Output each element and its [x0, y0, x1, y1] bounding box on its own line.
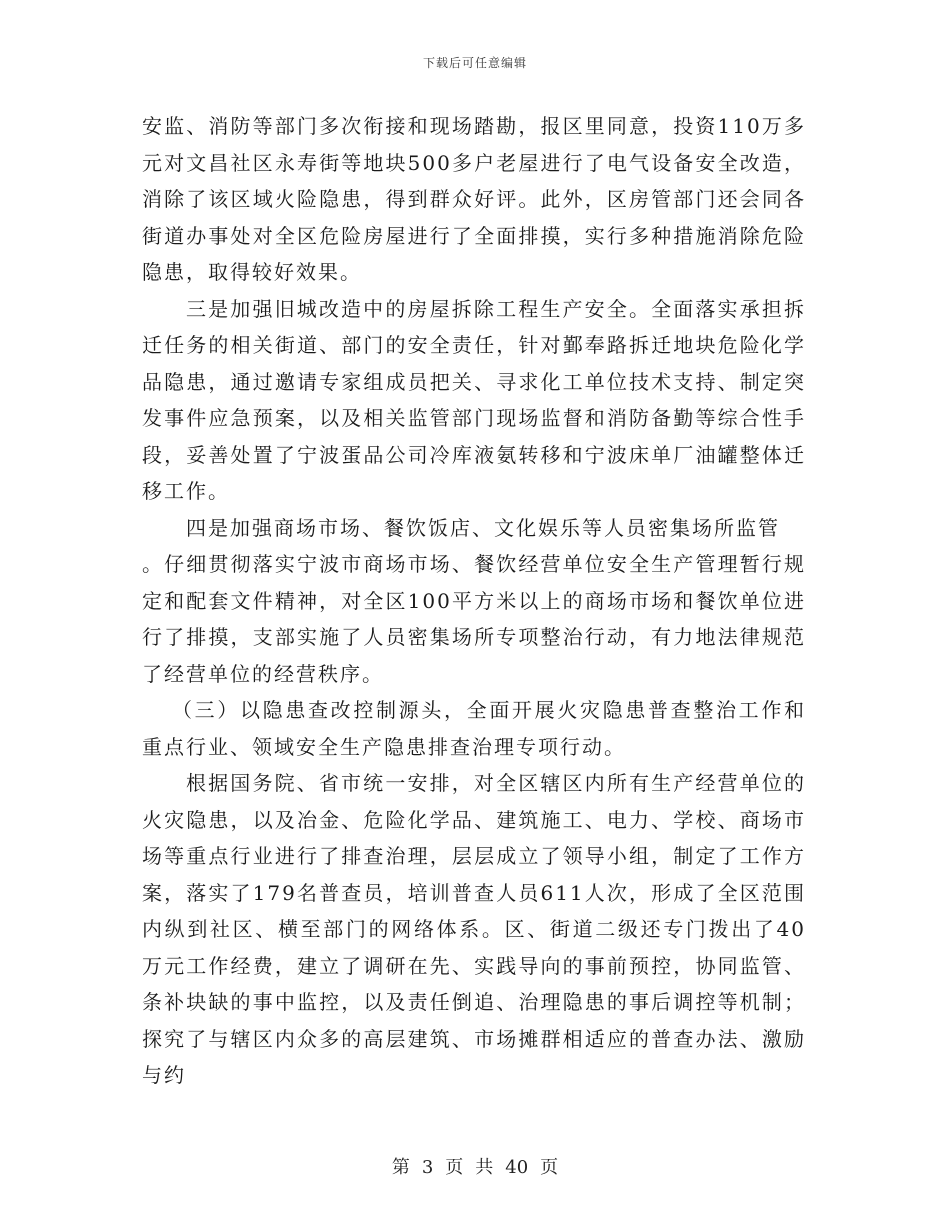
paragraph-6: 根据国务院、省市统一安排，对全区辖区内所有生产经营单位的火灾隐患，以及冶金、危险化学品、建筑施工、电力、学校、商场市场等重点行业进行了排查治理，层层成立了领导小组，制定了工作方案，落实了179名普查员，培训普查人员611人次，形成了全区范围内纵到社区、横至部门的网络体系。区、街道二级还专门拨出了40万元工作经费，建立了调研在先、实践导向的事前预控，协同监管、条补块缺的事中监控，以及责任倒追、治理隐患的事后调控等机制；探究了与辖区内众多的高层建筑、市场摊群相适应的普查办法、激励与约: [142, 771, 806, 1087]
footer-prefix: 第: [391, 1157, 410, 1178]
page-footer: [0, 1153, 950, 1179]
paragraph-1: 安监、消防等部门多次衔接和现场踏勘，报区里同意，投资110万多元对文昌社区永寿街等地块500多户老屋进行了电气设备安全改造，消除了该区域火险隐患，得到群众好评。此外，区房管部门还会同各街道办事处对全区危险房屋进行了全面排摸，实行多种措施消除危险隐患，取得较好效果。: [142, 114, 806, 284]
footer-page-label: 页: [445, 1157, 464, 1178]
paragraph-5: （三）以隐患查改控制源头，全面开展火灾隐患普查整治工作和重点行业、领域安全生产隐患排查治理专项行动。: [142, 698, 806, 759]
paragraph-3: 四是加强商场市场、餐饮饭店、文化娱乐等人员密集场所监管: [186, 515, 780, 540]
page-header: 下载后可任意编辑: [422, 56, 527, 70]
footer-total-pages: 40: [505, 1157, 529, 1178]
document-body: [142, 108, 806, 1094]
footer-page-number: 3: [421, 1157, 434, 1178]
footer-suffix: 页: [540, 1157, 559, 1178]
paragraph-4: 。仔细贯彻落实宁波市商场市场、餐饮经营单位安全生产管理暂行规定和配套文件精神，对全区100平方米以上的商场市场和餐饮单位进行了排摸，支部实施了人员密集场所专项整治行动，有力地法律规范了经营单位的经营秩序。: [142, 552, 806, 686]
paragraph-2: 三是加强旧城改造中的房屋拆除工程生产安全。全面落实承担拆迁任务的相关街道、部门的安全责任，针对鄞奉路拆迁地块危险化学品隐患，通过邀请专家组成员把关、寻求化工单位技术支持、制定突发事件应急预案，以及相关监管部门现场监督和消防备勤等综合性手段，妥善处置了宁波蛋品公司冷库液氨转移和宁波床单厂油罐整体迁移工作。: [142, 296, 806, 503]
footer-total-label: 共: [475, 1157, 494, 1178]
